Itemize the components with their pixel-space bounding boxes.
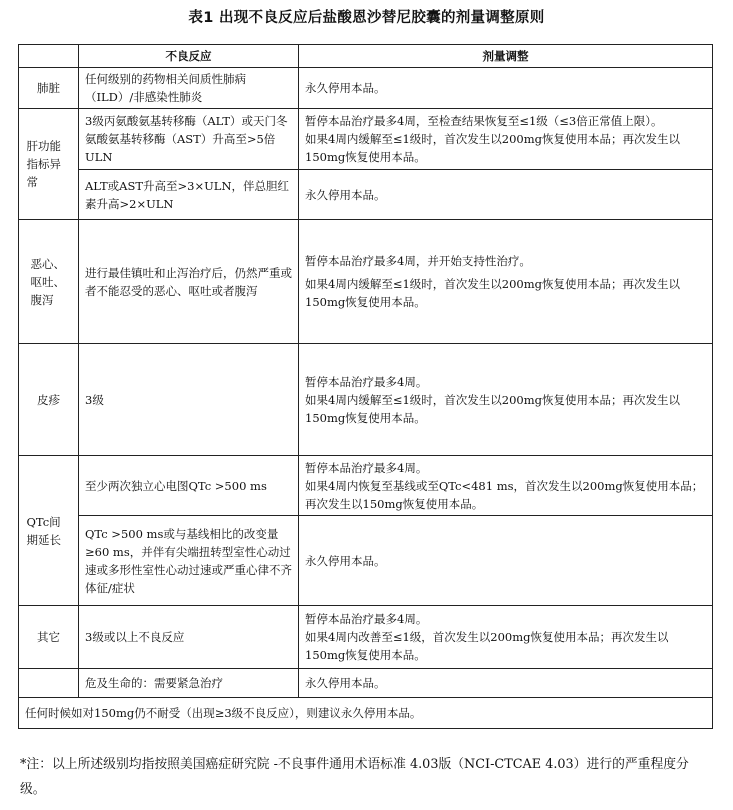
footer-cell: 任何时候如对150mg仍不耐受（出现≥3级不良反应），则建议永久停用本品。 [19, 698, 713, 729]
table-row [19, 109, 713, 170]
adjustment-cell: 暂停本品治疗最多4周，并开始支持性治疗。 如果4周内缓解至≤1级时，首次发生以200mg恢复使用本品；再次发生以150mg恢复使用本品。 [299, 220, 713, 344]
adjustment-cell: 暂停本品治疗最多4周。 如果4周内改善至≤1级，首次发生以200mg恢复使用本品；再次发生以150mg恢复使用本品。 [299, 606, 713, 669]
table-row [19, 344, 713, 456]
reaction-cell: 3级或以上不良反应 [79, 606, 299, 669]
header-reaction: 不良反应 [79, 45, 299, 68]
reaction-cell: 危及生命的：需要紧急治疗 [79, 669, 299, 698]
adjustment-cell: 暂停本品治疗最多4周，至检查结果恢复至≤1级（≤3倍正常值上限）。 如果4周内缓解至≤1级时，首次发生以200mg恢复使用本品；再次发生以150mg恢复使用本品。 [299, 109, 713, 170]
reaction-cell: 任何级别的药物相关间质性肺病（ILD）/非感染性肺炎 [79, 68, 299, 109]
header-adjustment: 剂量调整 [299, 45, 713, 68]
header-row [19, 45, 713, 68]
adjustment-cell: 永久停用本品。 [299, 669, 713, 698]
category-cell-empty [19, 669, 79, 698]
category-cell: 肺脏 [19, 68, 79, 109]
reaction-cell: QTc >500 ms或与基线相比的改变量≥60 ms，并伴有尖端扭转型室性心动过速或多形性室性心动过速或严重心律不齐体征/症状 [79, 516, 299, 606]
category-cell: 其它 [19, 606, 79, 669]
reaction-cell: 3级 [79, 344, 299, 456]
reaction-cell: 3级丙氨酸氨基转移酶（ALT）或天门冬氨酸氨基转移酶（AST）升高至>5倍ULN [79, 109, 299, 170]
table-row [19, 456, 713, 516]
adjustment-cell: 永久停用本品。 [299, 68, 713, 109]
table-title: 表1 出现不良反应后盐酸恩沙替尼胶囊的剂量调整原则 [188, 10, 545, 26]
category-cell: 恶心、呕吐、腹泻 [19, 220, 79, 344]
header-category [19, 45, 79, 68]
reaction-cell: ALT或AST升高至>3×ULN，伴总胆红素升高>2×ULN [79, 170, 299, 220]
table-row [19, 606, 713, 669]
footnote: *注：以上所述级别均指按照美国癌症研究院 -不良事件通用术语标准 4.03版（NCI-CTCAE 4.03）进行的严重程度分级。 [20, 757, 689, 797]
reaction-cell: 至少两次独立心电图QTc >500 ms [79, 456, 299, 516]
adjustment-cell: 暂停本品治疗最多4周。 如果4周内恢复至基线或至QTc<481 ms，首次发生以200mg恢复使用本品；再次发生以150mg恢复使用本品。 [299, 456, 713, 516]
table-row [19, 220, 713, 344]
adjustment-cell: 暂停本品治疗最多4周。 如果4周内缓解至≤1级时，首次发生以200mg恢复使用本品；再次发生以150mg恢复使用本品。 [299, 344, 713, 456]
table-row [19, 170, 713, 220]
adjustment-cell: 永久停用本品。 [299, 170, 713, 220]
table-row [19, 516, 713, 606]
reaction-cell: 进行最佳镇吐和止泻治疗后，仍然严重或者不能忍受的恶心、呕吐或者腹泻 [79, 220, 299, 344]
category-cell: 皮疹 [19, 344, 79, 456]
adjustment-cell: 永久停用本品。 [299, 516, 713, 606]
table-footer-row [19, 698, 713, 729]
table-row [19, 68, 713, 109]
dose-adjustment-table [18, 44, 713, 729]
category-cell: 肝功能指标异常 [19, 109, 79, 220]
category-cell: QTc间期延长 [19, 456, 79, 606]
table-row [19, 669, 713, 698]
